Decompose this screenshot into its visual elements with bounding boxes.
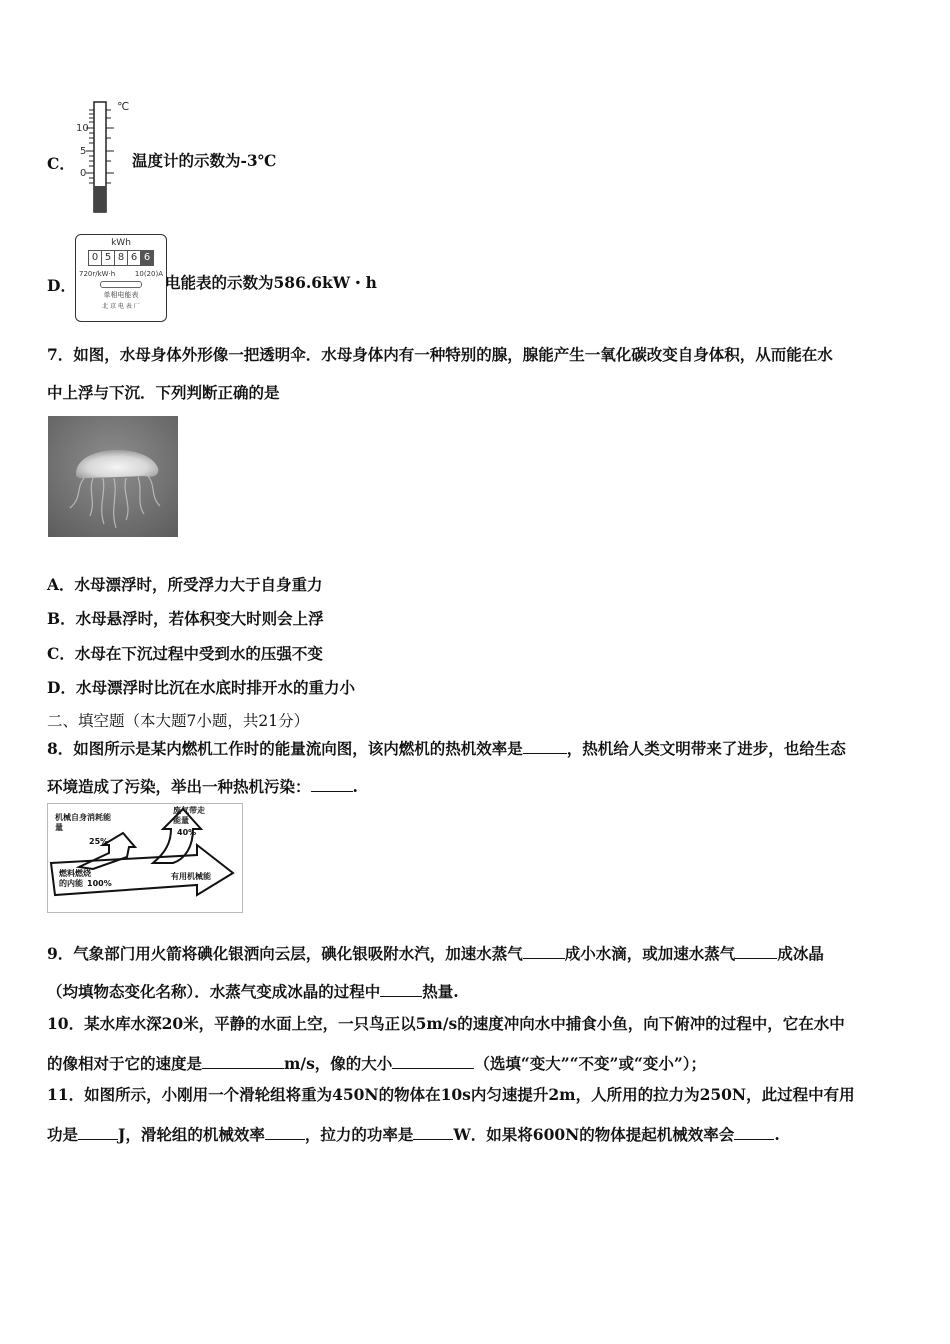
q10-blank-size[interactable] (392, 1052, 474, 1069)
q11-blank-work[interactable] (78, 1123, 118, 1140)
jellyfish-icon (48, 416, 178, 537)
q9-text-1c: 成冰晶 (777, 944, 824, 963)
q8-text-2b: . (352, 777, 358, 796)
q9-text-2a: （均填物态变化名称）．水蒸气变成冰晶的过程中 (47, 982, 381, 1001)
q9-text-2b: 热量. (422, 982, 459, 1001)
q11-line2 (47, 1123, 780, 1145)
thermometer-tick-5: 5 (80, 146, 87, 157)
q8-blank-efficiency[interactable] (523, 737, 567, 754)
q9-line1 (47, 942, 824, 964)
mech-loss-label: 机械自身消耗能量 (55, 813, 111, 832)
meter-spec-rev: 720r/kW·h (79, 270, 116, 278)
q11-text-2c: ，拉力的功率是 (304, 1125, 414, 1144)
exhaust-label: 废气带走能量 (173, 806, 205, 825)
meter-spec-current: 10(20)A (134, 270, 163, 278)
q10-text-2a: 的像相对于它的速度是 (47, 1054, 203, 1073)
q8-blank-pollution[interactable] (311, 775, 353, 792)
q11-blank-change[interactable] (734, 1123, 774, 1140)
thermometer-tick-0: 0 (80, 168, 87, 179)
fuel-label: 燃料燃烧的内能 (59, 869, 91, 888)
q10-blank-speed[interactable] (202, 1052, 284, 1069)
option-c-text: 温度计的示数为-3℃ (132, 151, 277, 170)
meter-name: 单相电能表 (103, 291, 139, 299)
q11-blank-power[interactable] (413, 1123, 453, 1140)
option-c-label: C． (47, 154, 75, 173)
option-d-text: 电能表的示数为586.6kW・h (165, 273, 377, 292)
meter-specs (79, 270, 163, 278)
q10-line1: 10．某水库水深20米，平静的水面上空，一只鸟正以5m/s的速度冲向水中捕食小鱼，向下俯冲的过程中，它在水中 (47, 1014, 845, 1033)
useful-label: 有用机械能 (171, 872, 211, 881)
q9-line2 (47, 980, 459, 1002)
q9-blank-2[interactable] (735, 942, 777, 959)
meter-maker: 北 京 电 表 厂 (102, 303, 140, 310)
q7-stem-line1: 7．如图，水母身体外形像一把透明伞．水母身体内有一种特别的腺，腺能产生一氧化碳改变自身体积，从而能在水 (47, 345, 833, 364)
q8-line1 (47, 737, 846, 759)
q9-blank-3[interactable] (380, 980, 422, 997)
fuel-pct: 100% (87, 879, 112, 888)
meter-digit: 5 (102, 250, 115, 266)
q7-option-d: D．水母漂浮时比沉在水底时排开水的重力小 (47, 678, 355, 697)
energy-meter (75, 234, 167, 322)
meter-digit: 6 (128, 250, 141, 266)
q11-text-2e: . (774, 1125, 780, 1144)
q7-stem-line2: 中上浮与下沉．下列判断正确的是 (47, 383, 280, 402)
q10-text-2b: m/s，像的大小 (284, 1054, 393, 1073)
jellyfish-photo (48, 416, 178, 537)
meter-digits (76, 250, 166, 266)
q8-line2 (47, 775, 358, 797)
q10-line2 (47, 1052, 706, 1074)
q8-text-1b: ，热机给人类文明带来了进步，也给生态 (566, 739, 846, 758)
meter-digit: 8 (115, 250, 128, 266)
mech-loss-pct: 25% (89, 837, 109, 846)
meter-unit: kWh (111, 238, 131, 248)
q8-text-1a: 8．如图所示是某内燃机工作时的能量流向图，该内燃机的热机效率是 (47, 739, 523, 758)
option-d-label: D． (47, 276, 76, 295)
energy-flow-diagram (47, 803, 243, 913)
q11-text-2d: W．如果将600N的物体提起机械效率会 (453, 1125, 735, 1144)
q7-option-c: C．水母在下沉过程中受到水的压强不变 (47, 644, 323, 663)
q7-option-a: A．水母漂浮时，所受浮力大于自身重力 (47, 575, 323, 594)
q10-text-2c: （选填“变大”“不变”或“变小”）； (474, 1054, 707, 1073)
meter-disc-window (100, 281, 142, 288)
q11-blank-efficiency[interactable] (265, 1123, 305, 1140)
q7-option-b: B．水母悬浮时，若体积变大时则会上浮 (47, 609, 324, 628)
thermometer-unit: ℃ (117, 100, 130, 113)
q11-text-2a: 功是 (47, 1125, 79, 1144)
meter-digit-decimal: 6 (141, 250, 154, 266)
exhaust-pct: 40% (177, 828, 197, 837)
thermometer-icon (72, 98, 132, 216)
section-heading: 二、填空题（本大题7小题，共21分） (47, 712, 310, 730)
thermometer-tick-10: 10 (76, 123, 89, 134)
q9-blank-1[interactable] (523, 942, 565, 959)
q11-line1: 11．如图所示，小刚用一个滑轮组将重为450N的物体在10s内匀速提升2m，人所用的拉力为250N，此过程中有用 (47, 1085, 855, 1104)
meter-digit: 0 (88, 250, 102, 266)
q9-text-1b: 成小水滴，或加速水蒸气 (564, 944, 736, 963)
q11-text-2b: J，滑轮组的机械效率 (118, 1125, 265, 1144)
thermometer-figure (72, 98, 132, 216)
q9-text-1a: 9．气象部门用火箭将碘化银洒向云层，碘化银吸附水汽，加速水蒸气 (47, 944, 523, 963)
q8-text-2a: 环境造成了污染，举出一种热机污染： (47, 777, 311, 796)
